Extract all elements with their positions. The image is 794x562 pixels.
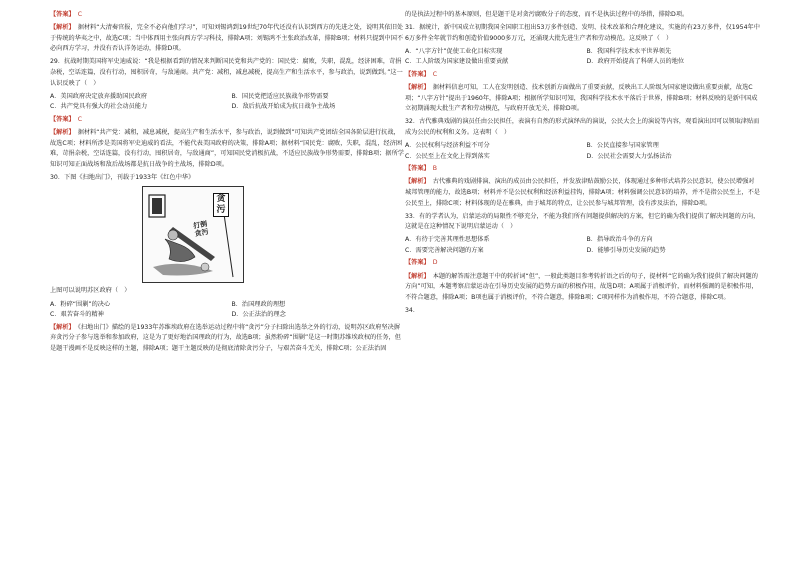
option-b: B．我国科学技术水平世界领先 bbox=[586, 47, 672, 55]
option-a: A．美国政府决定放弃援助国民政府 bbox=[50, 92, 148, 100]
wall-line bbox=[223, 207, 233, 277]
answer-tag: 【答案】 bbox=[50, 11, 75, 18]
analysis-tag: 【解析】 bbox=[405, 178, 430, 186]
question-33-stem: 33．有的学者认为，启蒙运动的局限性不够充分，不能为我们所有问题提供解决的方案，但它的确为我们提供了解决问题的方向，这就是在这种情况下说明启蒙运动（ ） bbox=[405, 212, 760, 231]
question-32-stem: 32．古代雅典戏剧的演员任由公民担任，表演有自然的形式演绎出的演说，公民大会上的演说等内容，观看演出因可以领取津贴而成为公民的权利和义务。这表明（ ） bbox=[405, 118, 760, 136]
answer-value: C bbox=[432, 70, 438, 78]
answer-line bbox=[405, 258, 760, 269]
answer-line bbox=[405, 164, 760, 175]
head-shape bbox=[168, 230, 178, 240]
analysis-text: 本题的解答需注意题干中的转折词“但”，一般此类题目参考转折语之后的句子，提材料“它的确为我们提供了解决问题的方向”可知，本题考察启蒙运动在引导历史发展的趋势方面的积极作用，故选D项；A项属于消极评价，而材料强调的是积极作用，不符合题意，排除A项；B项也属于消极评价，不符合题意，排除B项；C项同样作为消极作用，不符合题意，排除C项。 bbox=[405, 272, 758, 301]
analysis-text: 据材料“共产党：减租，减息减税，提高生产和生活水平，参与政治，说到做到”可知共产党团结全国各阶层进行抗战，故选C项；材料所涉是美国将军史迪威的看法，不能代表美国政府的决策，排除A项；据材料“国民党：腐败，失职，混乱，经济困难，苛捐杂税，空话连篇，没有行动，囤积居奇，与敌通商”，可知国民党消极抗战，不适应民族战争形势需要，排除B项；据所学知识可知正面战场和敌后战场都是抗日战争的主战场，排除D项。 bbox=[50, 128, 404, 168]
question-30-subquestion: 上图可以说明苏区政府（ ） bbox=[50, 287, 131, 295]
answer-value: D bbox=[432, 259, 438, 267]
cartoon-image bbox=[142, 186, 244, 283]
question-31-stem: 31．据统计，新中国成立初期我国全国职工扭出53万多件创造、发明、技术改革和合理化建议，实施的有23万多件，仅1954年中6万多件全年就节约和创造价值9000多万元，还涌现大批先进生产者和劳动模范。这反映了（ ） bbox=[405, 24, 760, 42]
answer-tag: 【答案】 bbox=[405, 259, 430, 267]
option-c: C．公民至上在文化上得到落实 bbox=[405, 152, 490, 160]
answer-value: B bbox=[432, 165, 437, 173]
question-30-stem: 30．下图《扫地出门》，刊载于1933年《红色中华》 bbox=[50, 173, 195, 181]
option-c: C．共产党具有强大的社会动员能力 bbox=[50, 103, 148, 111]
analysis-text: 古代雅典的戏剧排演、演出的成员由公民担任，并发放津贴鼓励公民，体现通过多种形式培养公民意识，使公民增强对城邦管理的能力，故选B项；材料并不是公民权利和经济利益挂钩，排除A项；材料强调公民意识的培养，并不是指公民至上，不是公民至上，排除C项；材料体现的是在雅典，由于城邦的特点，让公民参与城邦管理，没有涉及法治，排除D项。 bbox=[405, 178, 760, 207]
cartoon-sign: 打倒贪污 bbox=[192, 220, 210, 239]
option-b: B．国民党把适应民族战争形势需要 bbox=[231, 92, 329, 100]
analysis-paragraph bbox=[405, 83, 760, 115]
answer-value: C bbox=[77, 11, 83, 18]
answer-tag: 【答案】 bbox=[405, 70, 430, 78]
analysis-paragraph bbox=[50, 323, 405, 355]
question-32-options bbox=[405, 141, 760, 162]
analysis-paragraph bbox=[405, 272, 760, 304]
option-b: B．治国理政的理想 bbox=[231, 300, 286, 308]
option-b: B．公民直接参与国家管理 bbox=[586, 142, 659, 150]
analysis-tag: 【解析】 bbox=[405, 84, 430, 92]
option-b: B．指导政治斗争的方向 bbox=[586, 236, 653, 244]
question-29-stem: 29．抗战时期美国将军史迪威说：“我是根据看到的情况来判断国民党和共产党的：国民党：腐败，失职，混乱，经济困难，苛捐杂税，空话连篇，没有行动，囤积居奇，与敌通商。共产党：减租，减息减税，提高生产和生活水平，参与政治，说到做到。”这一认识反映了（ ） bbox=[50, 58, 403, 87]
left-column bbox=[50, 10, 405, 357]
answer-value: C bbox=[77, 115, 83, 123]
answer-line bbox=[50, 10, 405, 21]
answer-line bbox=[405, 70, 760, 81]
option-d: D．能够引导历史发展的趋势 bbox=[586, 246, 666, 254]
answer-line bbox=[50, 115, 405, 126]
option-c: C．需要完善解决问题的方案 bbox=[405, 246, 484, 254]
analysis-paragraph bbox=[50, 23, 405, 55]
analysis-text: 《扫地出门》描绘的是1933年苏维埃政府在选举运动过程中将“贪污”分子扫除出选举之外的行动，说明苏区政府坚决摒弃贪污分子参与选举和参加政府，这是为了更好地治国理政的行为，故选B项；虽然粉碎“围剿”是这一时期苏维埃政权的任务，但是题干漫画不是反映这样的主题，排除A项；题干主题反映的是彻底清除贪污分子，与艰苦奋斗无关，排除C项；公正法治固 bbox=[50, 323, 401, 352]
question-34-number: 34． bbox=[405, 306, 420, 314]
analysis-paragraph bbox=[405, 177, 760, 209]
option-d: D．政府开始提高了科研人员的地位 bbox=[586, 58, 685, 66]
analysis-tag: 【解析】 bbox=[50, 323, 75, 331]
analysis-tag: 【解析】 bbox=[50, 24, 75, 32]
option-c: C．工人阶级为国家建设做出重要贡献 bbox=[405, 58, 509, 66]
question-30-options bbox=[50, 300, 405, 321]
answer-tag: 【答案】 bbox=[405, 165, 430, 173]
analysis-tag: 【解析】 bbox=[50, 128, 75, 136]
analysis-paragraph bbox=[50, 128, 405, 170]
swept-figure-head bbox=[201, 263, 209, 271]
cartoon-vertical-label: 贪污 bbox=[213, 193, 229, 217]
option-a: A．粉碎“围剿”的决心 bbox=[50, 300, 111, 308]
doorway-fill bbox=[152, 198, 162, 214]
option-c: C．艰苦奋斗的精神 bbox=[50, 311, 104, 319]
option-a: A．有待于完善其理性思想体系 bbox=[405, 236, 490, 244]
option-a: A．公民权利与经济利益不可分 bbox=[405, 142, 490, 150]
option-a: A．“八字方针”促使工业化目标实现 bbox=[405, 47, 503, 55]
question-29-options bbox=[50, 92, 405, 113]
right-column bbox=[405, 10, 760, 319]
analysis-text: 据材料信息可知，工人在发明创造、技术创新方面做出了重要贡献，反映出工人阶级为国家建设做出重要贡献，故选C项；“八字方针”提出于1960年，排除A项；根据所学知识可知，我国科学技术水平落后于世界，排除B项；材料反映的是新中国成立初期涌现大批生产者和劳动模范，与政府开放无关，排除D项。 bbox=[405, 84, 758, 113]
option-d: D．公正法治的理念 bbox=[231, 311, 286, 319]
option-d: D．公民社会需要大力弘扬法治 bbox=[586, 152, 672, 160]
analysis-tag: 【解析】 bbox=[405, 272, 430, 280]
answer-tag: 【答案】 bbox=[50, 115, 75, 123]
option-d: D．敌后抗战开始成为抗日战争主战场 bbox=[231, 103, 336, 111]
analysis-continuation: 的是执法过程中的基本原则，但是题干是对贪污腐败分子的态度，而不是执法过程中的举措，排除D项。 bbox=[405, 11, 689, 18]
question-33-options bbox=[405, 235, 760, 256]
question-31-options bbox=[405, 47, 760, 68]
analysis-text: 据材料“大清奏官报，完全不必向他们学习”，可知刘锡鸿到19世纪70年代还没有认识到西方的先进之处，说明其依旧处于传统的华夷之中，故选C项；当中体西用主张向西方学习科技，排除A项；刘锡鸿不主张政治改革，排除B项；材料只提到中国不必向西方学习，并没有否认洋务运动，排除D项。 bbox=[50, 24, 404, 53]
